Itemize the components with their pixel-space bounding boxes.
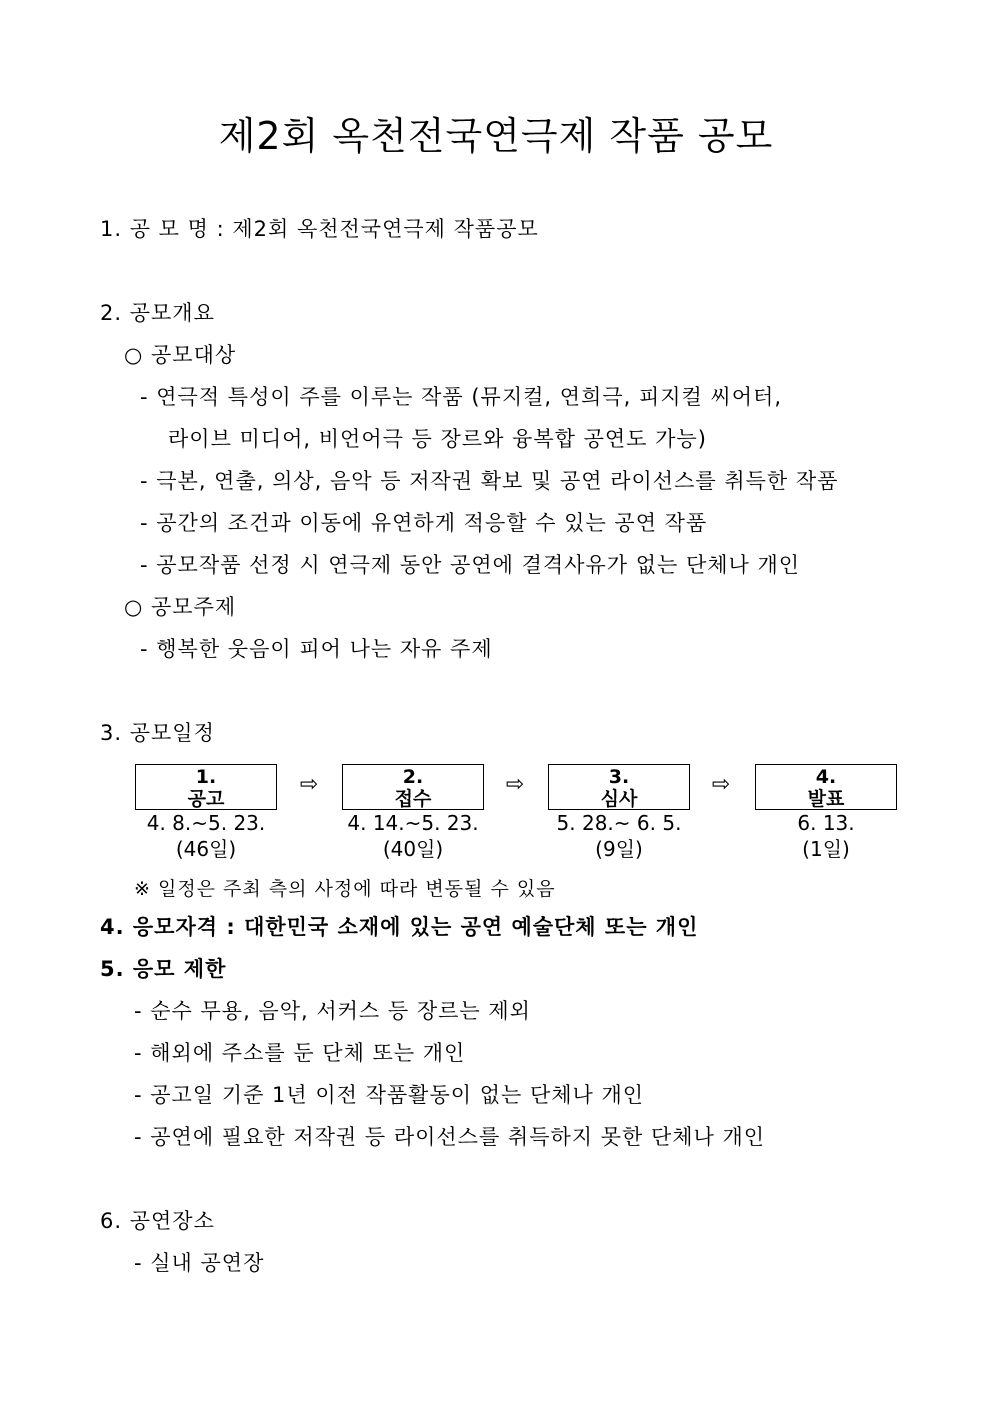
step-number: 1. — [195, 766, 217, 788]
step-label: 발표 — [807, 788, 845, 810]
restriction-item: - 공고일 기준 1년 이전 작품활동이 없는 단체나 개인 — [134, 1083, 645, 1107]
step-days: (9일) — [595, 837, 643, 861]
arrow-right-icon: ⇨ — [505, 772, 525, 797]
schedule-step-box — [548, 764, 690, 810]
schedule-step-box — [342, 764, 484, 810]
step-days: (1일) — [802, 837, 850, 861]
section-4-eligibility: 4. 응모자격 : 대한민국 소재에 있는 공연 예술단체 또는 개인 — [100, 915, 699, 939]
arrow-right-icon: ⇨ — [299, 772, 319, 797]
section-5-heading: 5. 응모 제한 — [100, 957, 227, 981]
venue-item: - 실내 공연장 — [134, 1251, 265, 1275]
step-number: 3. — [608, 766, 630, 788]
step-date: 5. 28.~ 6. 5. — [556, 811, 682, 835]
restriction-item: - 해외에 주소를 둔 단체 또는 개인 — [134, 1041, 466, 1065]
step-number: 4. — [815, 766, 837, 788]
target-item: 라이브 미디어, 비언어극 등 장르와 융복합 공연도 가능) — [168, 427, 707, 451]
step-date: 4. 14.~5. 23. — [347, 811, 479, 835]
target-item: - 연극적 특성이 주를 이루는 작품 (뮤지컬, 연희극, 피지컬 씨어터, — [140, 385, 783, 409]
step-label: 심사 — [600, 788, 638, 810]
step-date: 4. 8.~5. 23. — [146, 811, 266, 835]
schedule-step-box — [755, 764, 897, 810]
schedule-step-box — [135, 764, 277, 810]
target-item: - 공간의 조건과 이동에 유연하게 적응할 수 있는 공연 작품 — [140, 511, 708, 535]
target-item: - 극본, 연출, 의상, 음악 등 저작권 확보 및 공연 라이선스를 취득한 작품 — [140, 469, 839, 493]
step-label: 접수 — [394, 788, 432, 810]
section-3-heading: 3. 공모일정 — [100, 721, 215, 745]
step-number: 2. — [402, 766, 424, 788]
step-days: (40일) — [382, 837, 444, 861]
step-label: 공고 — [187, 788, 225, 810]
document-title: 제2회 옥천전국연극제 작품 공모 — [218, 114, 774, 158]
section-6-heading: 6. 공연장소 — [100, 1209, 215, 1233]
schedule-note: ※ 일정은 주최 측의 사정에 따라 변동될 수 있음 — [134, 878, 556, 900]
step-days: (46일) — [175, 837, 237, 861]
target-item: - 공모작품 선정 시 연극제 동안 공연에 결격사유가 없는 단체나 개인 — [140, 553, 801, 577]
restriction-item: - 순수 무용, 음악, 서커스 등 장르는 제외 — [134, 999, 531, 1023]
restriction-item: - 공연에 필요한 저작권 등 라이선스를 취득하지 못한 단체나 개인 — [134, 1125, 766, 1149]
target-heading: ○ 공모대상 — [124, 343, 237, 367]
section-2-heading: 2. 공모개요 — [100, 301, 215, 325]
section-1-contest-name: 1. 공 모 명 : 제2회 옥천전국연극제 작품공모 — [100, 217, 539, 241]
step-date: 6. 13. — [797, 811, 855, 835]
arrow-right-icon: ⇨ — [711, 772, 731, 797]
theme-item: - 행복한 웃음이 피어 나는 자유 주제 — [140, 637, 493, 661]
theme-heading: ○ 공모주제 — [124, 595, 237, 619]
